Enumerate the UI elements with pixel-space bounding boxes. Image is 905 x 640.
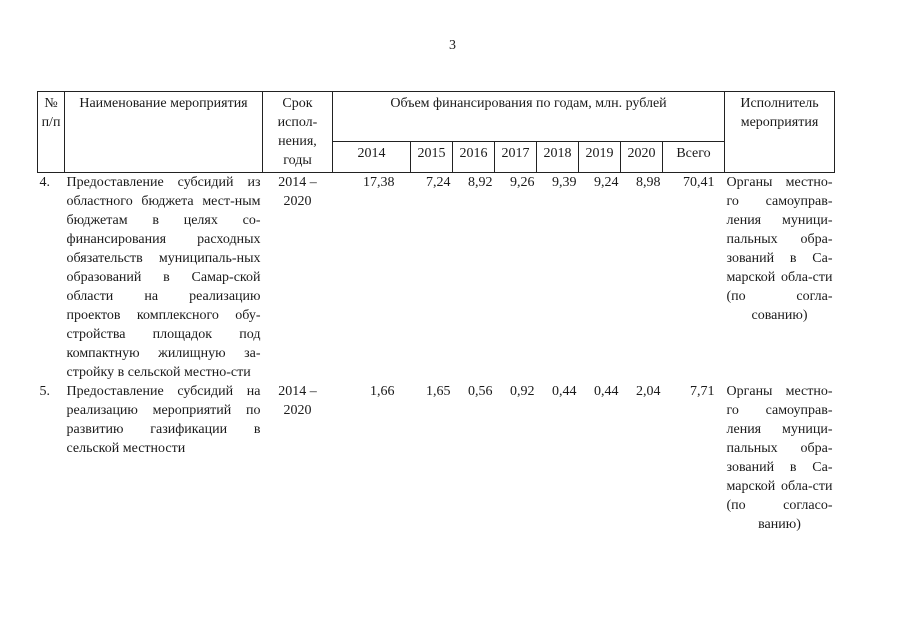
row-value-2019: 9,24 (594, 175, 619, 190)
header-year-2015: 2015 (411, 142, 453, 173)
table-body (38, 173, 835, 535)
row-value-2019: 0,44 (594, 384, 619, 399)
row-value-2016: 8,92 (468, 175, 493, 190)
row-value-2015: 7,24 (426, 175, 451, 190)
header-funding-group: Объем финансирования по годам, млн. рублей (333, 92, 725, 142)
row-value-2014: 1,66 (370, 384, 395, 399)
row-value-2014: 17,38 (363, 175, 395, 190)
page-number: 3 (449, 38, 456, 53)
table-header (38, 92, 835, 173)
header-name: Наименование мероприятия (65, 92, 263, 173)
table-row (38, 382, 835, 534)
header-index: № п/п (38, 92, 65, 173)
header-term: Срок испол-нения, годы (263, 92, 333, 173)
row-term: 2014 – 2020 (278, 384, 317, 418)
row-value-2016: 0,56 (468, 384, 493, 399)
row-value-2020: 2,04 (636, 384, 661, 399)
row-index: 4. (39, 175, 50, 190)
row-name: Предоставление субсидий на реализацию мероприятий по развитию газификации в сельской местности (66, 384, 261, 456)
header-total: Всего (663, 142, 725, 173)
row-value-2018: 0,44 (552, 384, 577, 399)
row-executor: Органы местно-го самоуправ-ления муници-пальных обра-зований в Са-марской обла-сти (по согла-сованию) (726, 175, 833, 323)
row-name: Предоставление субсидий из областного бюджета мест-ным бюджетам в целях со-финансирования расходных обязательств муниципаль-ных образований в Самар-ской области на реализацию проектов комплексного обу-стройства площадок под компактную жилищную за-стройку в сельской местно-сти (66, 175, 261, 380)
row-value-2017: 0,92 (510, 384, 535, 399)
header-year-2016: 2016 (453, 142, 495, 173)
row-term: 2014 – 2020 (278, 175, 317, 209)
funding-table-wrapper (37, 91, 835, 534)
row-total: 70,41 (683, 175, 715, 190)
row-index: 5. (39, 384, 50, 399)
table-row (38, 173, 835, 383)
funding-table (37, 91, 835, 534)
header-year-2018: 2018 (537, 142, 579, 173)
row-value-2015: 1,65 (426, 384, 451, 399)
header-year-2020: 2020 (621, 142, 663, 173)
row-total: 7,71 (690, 384, 715, 399)
header-executor: Исполнитель мероприятия (725, 92, 835, 173)
header-year-2014: 2014 (333, 142, 411, 173)
row-value-2017: 9,26 (510, 175, 535, 190)
row-value-2018: 9,39 (552, 175, 577, 190)
row-value-2020: 8,98 (636, 175, 661, 190)
header-year-2019: 2019 (579, 142, 621, 173)
header-year-2017: 2017 (495, 142, 537, 173)
row-executor: Органы местно-го самоуправ-ления муници-пальных обра-зований в Са-марской обла-сти (по согласо-ванию) (726, 384, 833, 532)
